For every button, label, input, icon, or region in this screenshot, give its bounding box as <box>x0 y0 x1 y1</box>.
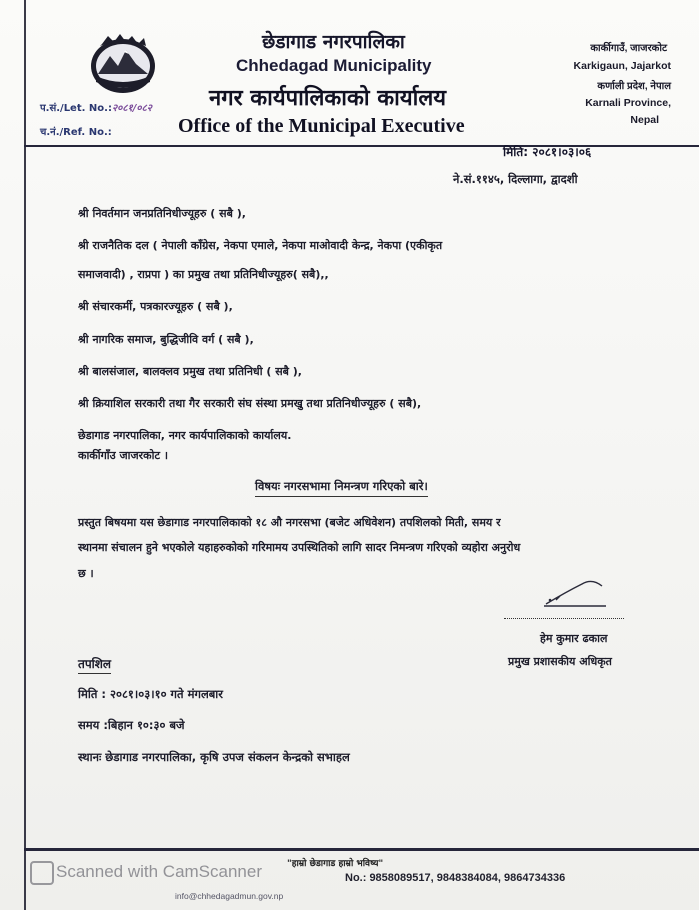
municipality-name-english: Chhedagad Municipality <box>236 56 432 75</box>
recipient-line: श्री बालसंजाल, बालक्लव प्रमुख तथा प्रतिनिधी ( सबै ), <box>78 365 302 378</box>
signatory-name: हेम कुमार ढकाल <box>540 632 608 645</box>
body-line: छ । <box>78 567 94 580</box>
body-line: प्रस्तुत बिषयमा यस छेडागाड नगरपालिकाको १८ औ नगरसभा (बजेट अधिवेशन) तपशिलको मिती, समय र <box>78 516 501 529</box>
recipient-line: श्री निवर्तमान जनप्रतिनिधीज्यूहरु ( सबै ), <box>78 207 246 220</box>
recipient-line: कार्कीगाँउ जाजरकोट । <box>78 449 169 462</box>
camscanner-logo-icon <box>30 861 54 885</box>
address-line-5: Nepal <box>630 114 659 126</box>
signature <box>536 572 616 612</box>
recipient-line: समाजवादी) , राप्रपा ) का प्रमुख तथा प्रतिनिधीज्यूहरु( सबै),, <box>78 268 329 281</box>
body-line: स्थानमा संचालन हुने भएकोले यहाहरुकोको गरिमामय उपस्थितिको लागि सादर निमन्त्रण गरिएको व्यहोरा अनुरोध <box>78 541 521 554</box>
address-line-4: Karnali Province, <box>585 97 671 109</box>
signatory-title: प्रमुख प्रशासकीय अधिकृत <box>508 655 612 668</box>
recipient-line: श्री संचारकर्मी, पत्रकारज्यूहरु ( सबै ), <box>78 300 233 313</box>
footer-motto: "हाम्रो छेडागाड हाम्रो भविष्य" <box>287 859 384 869</box>
nepal-sambat-date: ने.सं.११४५, दिल्लागा, द्वादशी <box>453 172 578 186</box>
schedule-date: मिति : २०८१।०३।१० गते मंगलबार <box>78 687 223 701</box>
letter-date: मिति: २०८१।०३।०६ <box>503 145 592 159</box>
emblem-logo <box>88 30 158 96</box>
schedule-time: समय :बिहान १०:३० बजे <box>78 718 185 732</box>
schedule-place: स्थानः छेडागाड नगरपालिका, कृषि उपज संकलन केन्द्रको सभाहल <box>78 750 350 764</box>
address-line-3: कर्णाली प्रदेश, नेपाल <box>597 81 671 92</box>
footer-phone: No.: 9858089517, 9848384084, 9864734336 <box>345 872 566 884</box>
letter-number-label: प.सं./Let. No.: <box>40 103 112 114</box>
recipient-line: श्री क्रियाशिल सरकारी तथा गैर सरकारी संघ संस्था प्रमखु तथा प्रतिनिधीज्यूहरु ( सबै), <box>78 397 422 410</box>
letter-number <box>40 100 152 114</box>
recipient-line: छेडागाड नगरपालिका, नगर कार्यपालिकाको कार्यालय. <box>78 429 292 442</box>
footer-divider <box>24 848 699 851</box>
schedule-heading: तपशिल <box>78 655 111 674</box>
recipient-line: श्री नागरिक समाज, बुद्धिजीवि वर्ग ( सबै ), <box>78 333 254 346</box>
municipality-name-nepali: छेडागाड नगरपालिका <box>262 31 405 53</box>
scanner-watermark: Scanned with CamScanner <box>56 862 263 881</box>
recipient-line: श्री राजनैतिक दल ( नेपाली काँग्रेस, नेकपा एमाले, नेकपा माओवादी केन्द्र, नेकपा (एकीकृत <box>78 239 443 252</box>
signature-line <box>504 618 624 619</box>
office-name-english: Office of the Municipal Executive <box>178 115 465 137</box>
address-line-2: Karkigaun, Jajarkot <box>573 60 671 72</box>
reference-number <box>40 124 112 138</box>
letter-number-value: २०८१/०८२ <box>111 103 153 114</box>
subject-line: विषयः नगरसभामा निमन्त्रण गरिएको बारे। <box>255 479 428 497</box>
reference-number-label: च.नं./Ref. No.: <box>40 127 112 138</box>
left-margin-line <box>24 0 26 910</box>
footer-email: info@chhedagadmun.gov.np <box>175 891 284 901</box>
office-name-nepali: नगर कार्यपालिकाको कार्यालय <box>209 86 446 111</box>
address-line-1: कार्कीगाउँ, जाजरकोट <box>590 43 667 54</box>
header-divider <box>24 145 699 147</box>
